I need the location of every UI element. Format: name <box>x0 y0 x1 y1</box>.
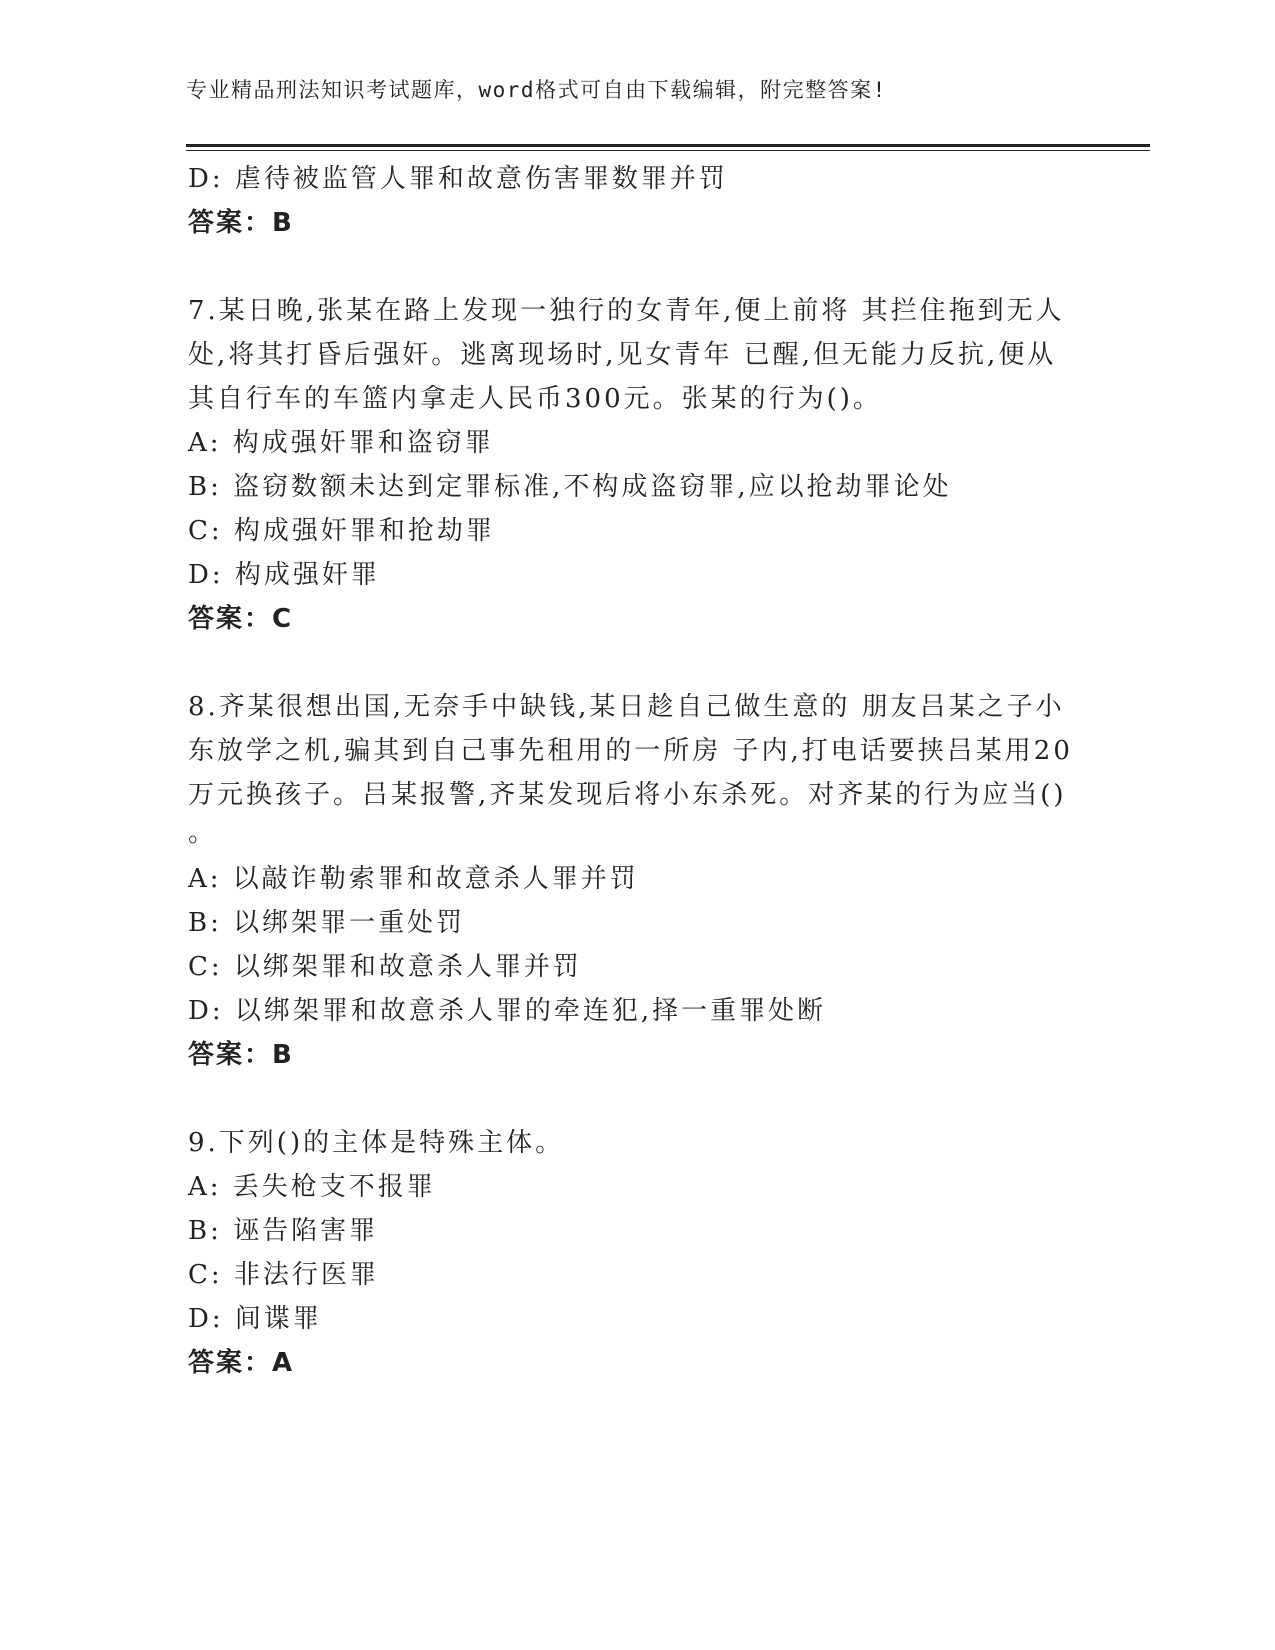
q7-option-c: C: 构成强奸罪和抢劫罪 <box>188 516 495 546</box>
q8-option-d: D: 以绑架罪和故意杀人罪的牵连犯,择一重罪处断 <box>188 996 827 1026</box>
header-rule-thin <box>186 150 1150 151</box>
q7-stem-line-2: 处,将其打昏后强奸。逃离现场时,见女青年 已醒,但无能力反抗,便从 <box>188 340 1057 370</box>
q7-answer: 答案：C <box>188 604 294 634</box>
q8-option-a: A: 以敲诈勒索罪和故意杀人罪并罚 <box>188 864 639 894</box>
q9-answer: 答案：A <box>188 1348 295 1378</box>
q9-option-d: D: 间谍罪 <box>188 1304 322 1334</box>
q8-option-c: C: 以绑架罪和故意杀人罪并罚 <box>188 952 582 982</box>
q9-stem-line-1: 9.下列()的主体是特殊主体。 <box>188 1128 565 1158</box>
q9-option-a: A: 丢失枪支不报罪 <box>188 1172 436 1202</box>
q7-option-d: D: 构成强奸罪 <box>188 560 380 590</box>
q8-answer: 答案：B <box>188 1040 294 1070</box>
q8-stem-line-4: 。 <box>188 818 218 848</box>
q7-option-a: A: 构成强奸罪和盗窃罪 <box>188 428 494 458</box>
q6-option-d: D: 虐待被监管人罪和故意伤害罪数罪并罚 <box>188 164 728 194</box>
document-header: 专业精品刑法知识考试题库，word格式可自由下载编辑，附完整答案! <box>186 78 887 102</box>
q6-answer: 答案：B <box>188 208 294 238</box>
q7-stem-line-1: 7.某日晚,张某在路上发现一独行的女青年,便上前将 其拦住拖到无人 <box>188 296 1065 326</box>
header-rule-thick <box>186 144 1150 147</box>
q8-stem-line-3: 万元换孩子。吕某报警,齐某发现后将小东杀死。对齐某的行为应当() <box>188 780 1067 810</box>
q7-option-b: B: 盗窃数额未达到定罪标准,不构成盗窃罪,应以抢劫罪论处 <box>188 472 952 502</box>
q7-stem-line-3: 其自行车的车篮内拿走人民币300元。张某的行为()。 <box>188 384 882 414</box>
q9-option-c: C: 非法行医罪 <box>188 1260 379 1290</box>
q8-option-b: B: 以绑架罪一重处罚 <box>188 908 466 938</box>
q8-stem-line-1: 8.齐某很想出国,无奈手中缺钱,某日趁自己做生意的 朋友吕某之子小 <box>188 692 1065 722</box>
q8-stem-line-2: 东放学之机,骗其到自己事先租用的一所房 子内,打电话要挟吕某用20 <box>188 736 1073 766</box>
q9-option-b: B: 诬告陷害罪 <box>188 1216 379 1246</box>
